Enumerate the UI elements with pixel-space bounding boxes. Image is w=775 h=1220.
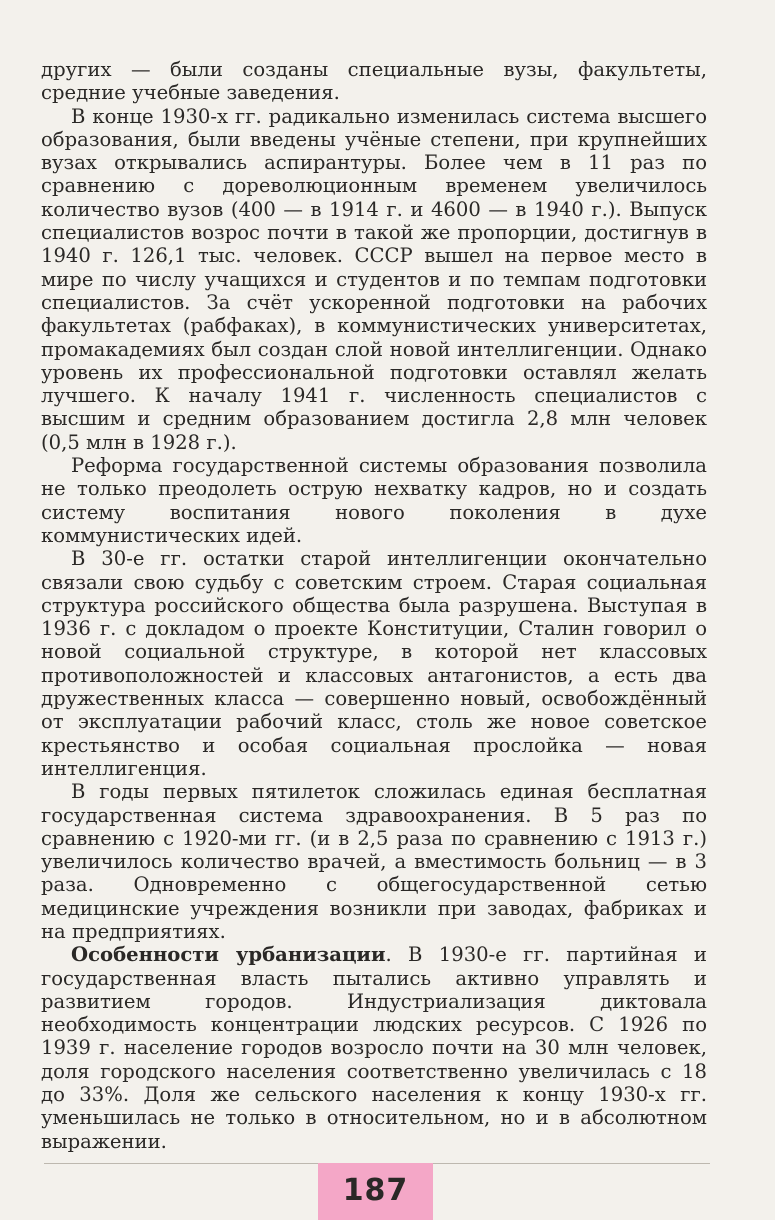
body-text bbox=[41, 58, 707, 1153]
paragraph-higher-education: В конце 1930-х гг. радикально изменилась система высшего образования, были введены учёные степени, при крупнейших вузах открывались аспирантуры. Более чем в 11 раз по сравнению с дореволюционным временем увеличилось количество вузов (400 — в 1914 г. и 4600 — в 1940 г.). Выпуск специалистов возрос почти в такой же пропорции, достигнув в 1940 г. 126,1 тыс. человек. СССР вышел на первое место в мире по числу учащихся и студентов и по темпам подготовки специалистов. За счёт ускоренной подготовки на рабочих факультетах (рабфаках), в коммунистических университетах, промакадемиях был создан слой новой интеллигенции. Однако уровень их профессиональной подготовки оставлял желать лучшего. К началу 1941 г. численность специалистов с высшим и средним образованием достигла 2,8 млн человек (0,5 млн в 1928 г.). bbox=[41, 104, 707, 454]
paragraph-urbanization-text: . В 1930-е гг. партийная и государственная власть пытались активно управлять и развитием городов. Индустриализация диктовала необходимость концентрации людских ресурсов. С 1926 по 1939 г. население городов возросло почти на 30 млн человек, доля городского населения соответственно увеличилась с 18 до 33%. Доля же сельского населения к концу 1930-х гг. уменьшилась не только в относительном, но и в абсолютном выражении. bbox=[41, 943, 707, 1153]
paragraph-healthcare: В годы первых пятилеток сложилась единая бесплатная государственная система здравоохранения. В 5 раз по сравнению с 1920-ми гг. (и в 2,5 раза по сравнению с 1913 г.) увеличилось количество врачей, а вместимость больниц — в 3 раза. Одновременно с общегосударственной сетью медицинские учреждения возникли при заводах, фабриках и на предприятиях. bbox=[41, 780, 707, 943]
paragraph-urbanization bbox=[41, 943, 707, 1153]
page-number-box bbox=[318, 1163, 433, 1220]
paragraph-social-structure: В 30-е гг. остатки старой интеллигенции окончательно связали свою судьбу с советским строем. Старая социальная структура российского общества была разрушена. Выступая в 1936 г. с докладом о проекте Конституции, Сталин говорил о новой социальной структуре, в которой нет классовых противоположностей и классовых антагонистов, а есть два дружественных класса — совершенно новый, освобождённый от эксплуатации рабочий класс, столь же новое советское крестьянство и особая социальная прослойка — новая интеллигенция. bbox=[41, 547, 707, 780]
paragraph-education-reform: Реформа государственной системы образования позволила не только преодолеть острую нехватку кадров, но и создать систему воспитания нового поколения в духе коммунистических идей. bbox=[41, 454, 707, 547]
paragraph-continuation: других — были созданы специальные вузы, факультеты, средние учебные заведения. bbox=[41, 58, 707, 105]
section-lead-urbanization: Особенности урбанизации bbox=[71, 943, 386, 967]
page-number: 187 bbox=[342, 1173, 409, 1208]
